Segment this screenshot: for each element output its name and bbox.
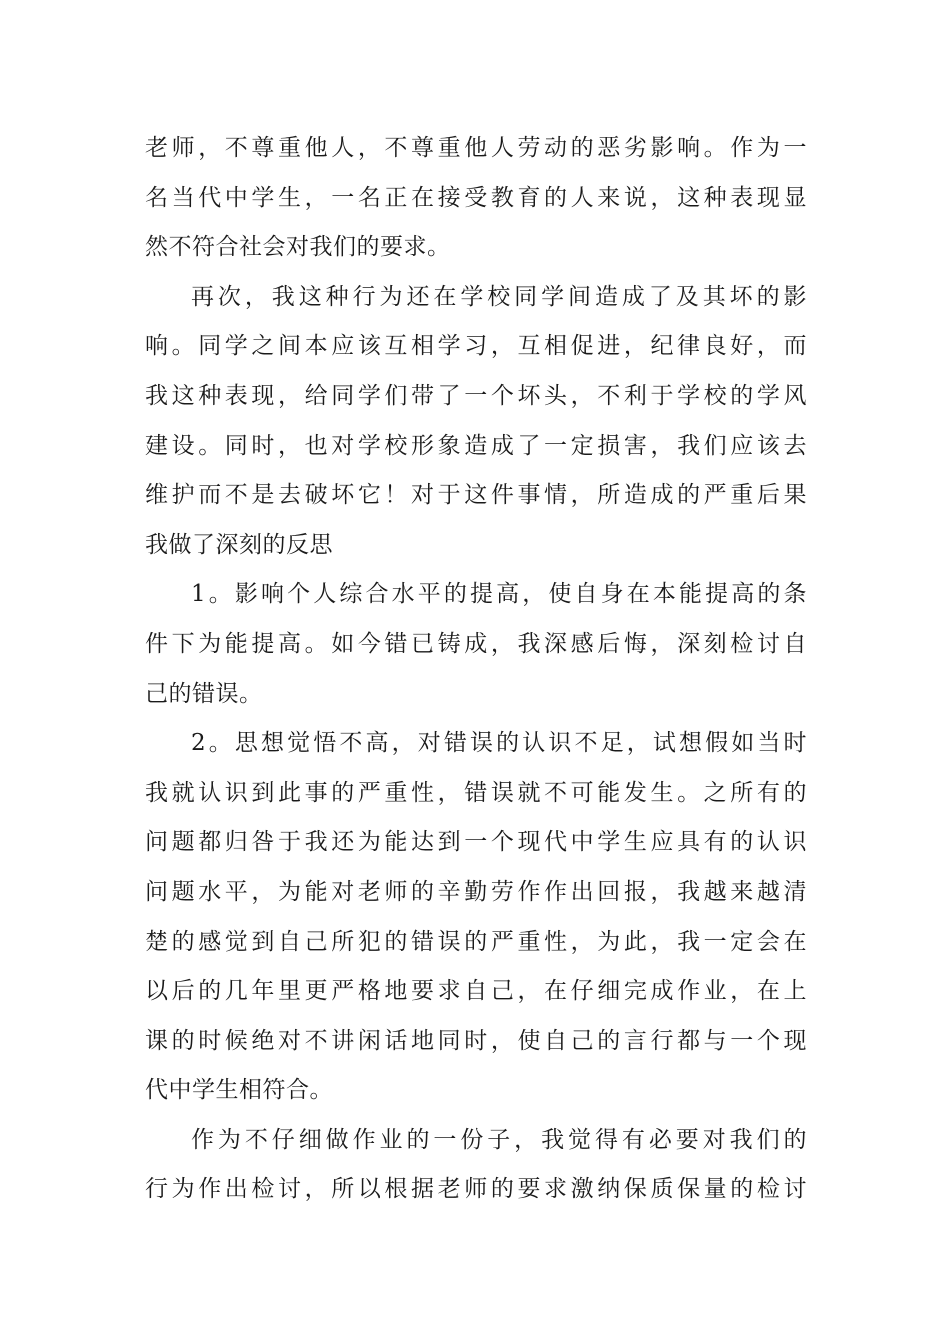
text-line: 名当代中学生，一名正在接受教育的人来说，这种表现显 — [145, 184, 807, 211]
text-line: 然不符合社会对我们的要求。 — [145, 234, 451, 261]
text-line: 2。思想觉悟不高，对错误的认识不足，试想假如当时 — [191, 730, 807, 757]
text-line: 楚的感觉到自己所犯的错误的严重性，为此，我一定会在 — [145, 928, 807, 955]
text-line: 问题水平，为能对老师的辛勤劳作作出回报，我越来越清 — [145, 878, 807, 905]
text-line: 课的时候绝对不讲闲话地同时，使自己的言行都与一个现 — [145, 1027, 807, 1054]
text-line: 我这种表现，给同学们带了一个坏头，不利于学校的学风 — [145, 382, 807, 409]
text-line: 我做了深刻的反思 — [145, 531, 333, 558]
text-line: 我就认识到此事的严重性，错误就不可能发生。之所有的 — [145, 779, 807, 806]
text-line: 响。同学之间本应该互相学习，互相促进，纪律良好，而 — [145, 333, 807, 360]
text-line: 建设。同时，也对学校形象造成了一定损害，我们应该去 — [145, 432, 807, 459]
text-line: 以后的几年里更严格地要求自己，在仔细完成作业，在上 — [145, 978, 807, 1005]
text-line: 1。影响个人综合水平的提高，使自身在本能提高的条 — [191, 581, 807, 608]
text-line: 维护而不是去破坏它！对于这件事情，所造成的严重后果 — [145, 482, 807, 509]
text-line: 再次，我这种行为还在学校同学间造成了及其坏的影 — [191, 283, 807, 310]
text-line: 老师，不尊重他人，不尊重他人劳动的恶劣影响。作为一 — [145, 135, 807, 161]
text-line: 己的错误。 — [145, 680, 263, 707]
body-text — [145, 124, 807, 1215]
text-line: 问题都归咎于我还为能达到一个现代中学生应具有的认识 — [145, 829, 807, 856]
text-line: 行为作出检讨，所以根据老师的要求激纳保质保量的检讨 — [145, 1176, 807, 1203]
text-line: 件下为能提高。如今错已铸成，我深感后悔，深刻检讨自 — [145, 630, 807, 657]
text-line: 代中学生相符合。 — [145, 1077, 333, 1104]
text-line: 作为不仔细做作业的一份子，我觉得有必要对我们的 — [191, 1126, 807, 1153]
